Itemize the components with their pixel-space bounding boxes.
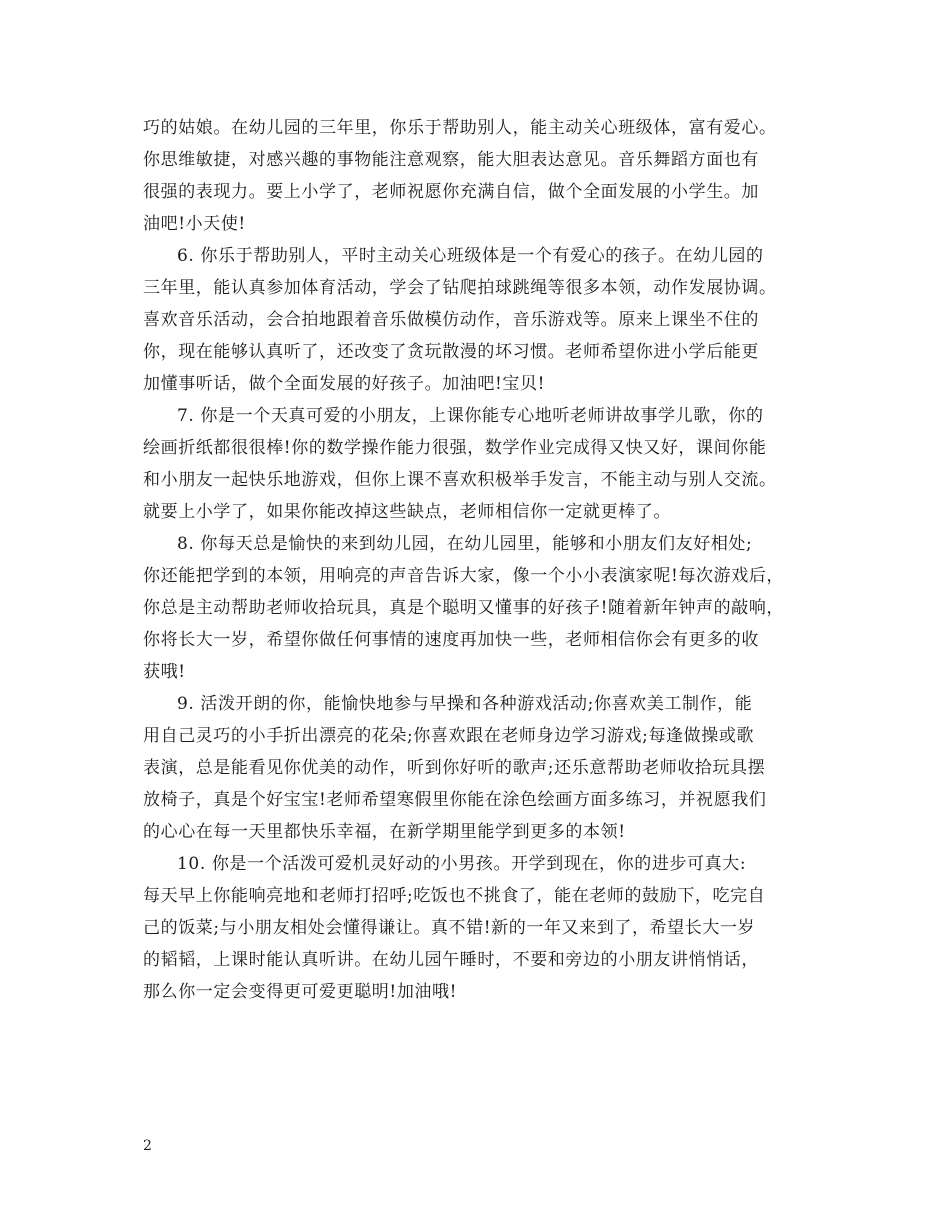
paragraph-item-9	[143, 688, 809, 848]
document-body	[143, 112, 809, 1008]
text-line: 巧的姑娘。在幼儿园的三年里，你乐于帮助别人，能主动关心班级体，富有爱心。	[143, 118, 777, 138]
paragraph-item-6	[143, 240, 809, 400]
text-line: 绘画折纸都很很棒!你的数学操作能力很强，数学作业完成得又快又好，课间你能	[143, 438, 767, 458]
page-number: 2	[143, 1138, 152, 1154]
text-line: 用自己灵巧的小手折出漂亮的花朵;你喜欢跟在老师身边学习游戏;每逢做操或歌	[143, 726, 755, 746]
text-line: 己的饭菜;与小朋友相处会懂得谦让。真不错!新的一年又来到了，希望长大一岁	[143, 918, 756, 938]
text-line: 就要上小学了，如果你能改掉这些缺点，老师相信你一定就更棒了。	[143, 502, 671, 522]
text-line: 6. 你乐于帮助别人，平时主动关心班级体是一个有爱心的孩子。在幼儿园的	[177, 246, 764, 266]
paragraph-item-8	[143, 528, 809, 688]
text-line: 7. 你是一个天真可爱的小朋友，上课你能专心地听老师讲故事学儿歌，你的	[177, 406, 764, 426]
paragraph-item-7	[143, 400, 809, 528]
text-line: 很强的表现力。要上小学了，老师祝愿你充满自信，做个全面发展的小学生。加	[143, 182, 759, 202]
text-line: 你总是主动帮助老师收拾玩具，真是个聪明又懂事的好孩子!随着新年钟声的敲响，	[143, 598, 785, 618]
text-line: 的心心在每一天里都快乐幸福，在新学期里能学到更多的本领!	[143, 822, 626, 842]
text-line: 喜欢音乐活动，会合拍地跟着音乐做模仿动作，音乐游戏等。原来上课坐不住的	[143, 310, 759, 330]
text-line: 10. 你是一个活泼可爱机灵好动的小男孩。开学到现在，你的进步可真大:	[177, 854, 747, 874]
text-line: 获哦!	[143, 662, 186, 682]
text-line: 和小朋友一起快乐地游戏，但你上课不喜欢积极举手发言，不能主动与别人交流。	[143, 470, 777, 490]
text-line: 你将长大一岁，希望你做任何事情的速度再加快一些，老师相信你会有更多的收	[143, 630, 759, 650]
text-line: 油吧!小天使!	[143, 214, 246, 234]
paragraph-item-10	[143, 848, 809, 1008]
text-line: 你思维敏捷，对感兴趣的事物能注意观察，能大胆表达意见。音乐舞蹈方面也有	[143, 150, 759, 170]
text-line: 8. 你每天总是愉快的来到幼儿园，在幼儿园里，能够和小朋友们友好相处;	[177, 534, 753, 554]
text-line: 9. 活泼开朗的你，能愉快地参与早操和各种游戏活动;你喜欢美工制作，能	[177, 694, 753, 714]
text-line: 每天早上你能响亮地和老师打招呼;吃饭也不挑食了，能在老师的鼓励下，吃完自	[143, 886, 766, 906]
text-line: 放椅子，真是个好宝宝!老师希望寒假里你能在涂色绘画方面多练习，并祝愿我们	[143, 790, 767, 810]
text-line: 那么你一定会变得更可爱更聪明!加油哦!	[143, 982, 458, 1002]
paragraph	[143, 112, 809, 240]
text-line: 的韬韬，上课时能认真听讲。在幼儿园午睡时，不要和旁边的小朋友讲悄悄话，	[143, 950, 759, 970]
text-line: 你还能把学到的本领，用响亮的声音告诉大家，像一个小小表演家呢!每次游戏后，	[143, 566, 785, 586]
text-line: 表演，总是能看见你优美的动作，听到你好听的歌声;还乐意帮助老师收拾玩具摆	[143, 758, 766, 778]
text-line: 加懂事听话，做个全面发展的好孩子。加油吧!宝贝!	[143, 374, 546, 394]
text-line: 三年里，能认真参加体育活动，学会了钻爬拍球跳绳等很多本领，动作发展协调。	[143, 278, 777, 298]
text-line: 你，现在能够认真听了，还改变了贪玩散漫的坏习惯。老师希望你进小学后能更	[143, 342, 759, 362]
